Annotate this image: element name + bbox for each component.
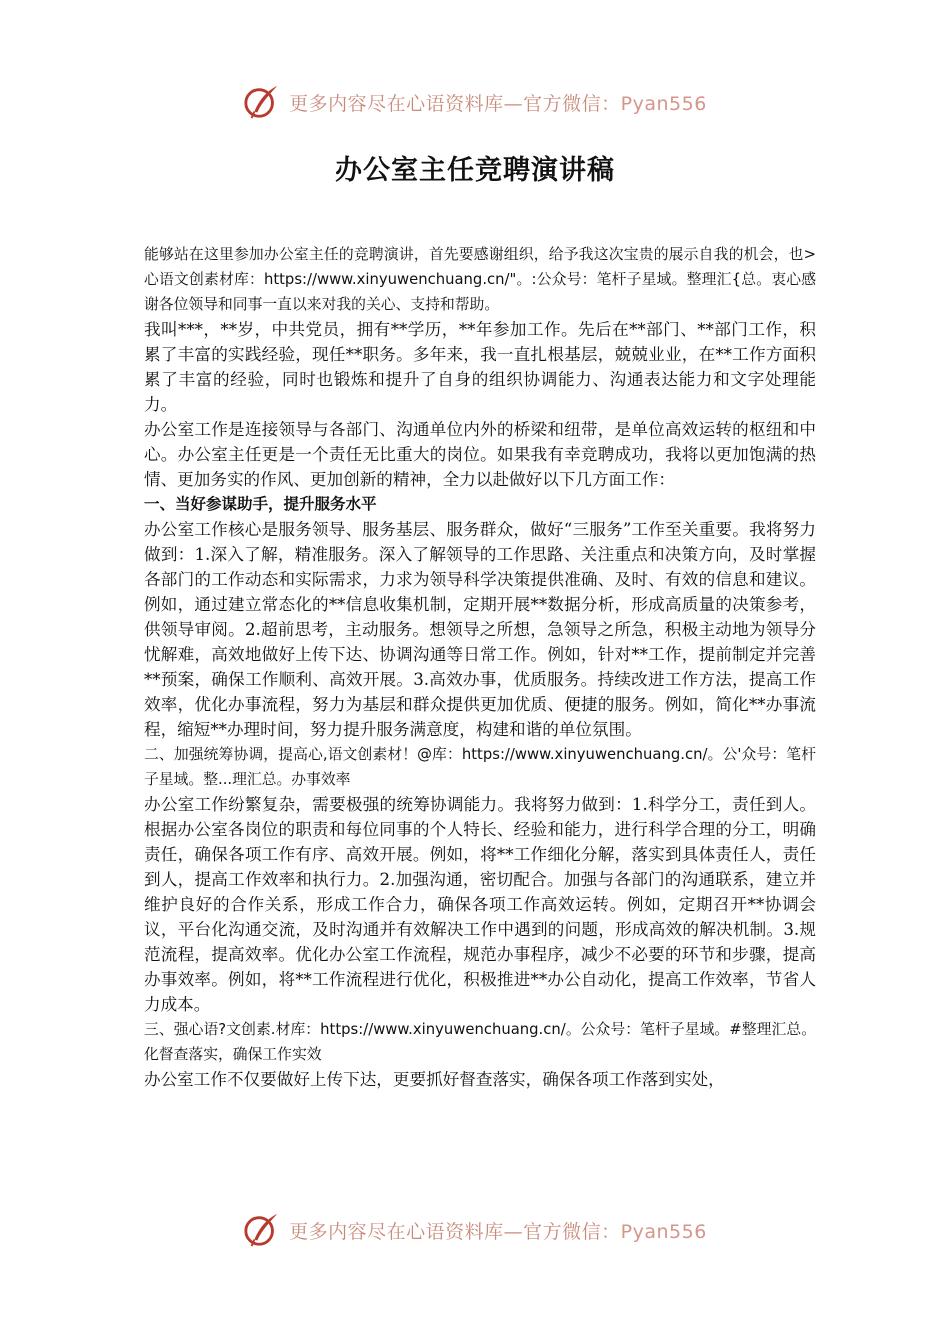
banner-text: 更多内容尽在心语资料库—官方微信：Pyan556: [289, 1220, 707, 1243]
header-banner: [0, 80, 950, 124]
paragraph-section-3: 办公室工作不仅要做好上传下达，更要抓好督查落实，确保各项工作落到实处，: [144, 1070, 725, 1089]
section-heading-1: 一、当好参谋助手，提升服务水平: [144, 495, 377, 513]
document-body: [144, 242, 816, 1092]
paragraph-intro-3: 办公室工作是连接领导与各部门、沟通单位内外的桥梁和纽带，是单位高效运转的枢纽和中心。办公室主任更是一个责任无比重大的岗位。如果我有幸竞聘成功，我将以更加饱满的热情、更加务实的作风、更加创新的精神，全力以赴做好以下几方面工作：: [144, 420, 816, 489]
banner-wechat-handle: Pyan556: [620, 92, 707, 115]
section-heading-2: 二、加强统筹协调，提高心,语文创素材！@库：https://www.xinyuwenchuang.cn/。公'众号：笔杆子星域。整...理汇总。办事效率: [144, 746, 816, 788]
paragraph-intro-2: 我叫***，**岁，中共党员，拥有**学历，**年参加工作。先后在**部门、**部门工作，积累了丰富的实践经验，现任**职务。多年来，我一直扎根基层，兢兢业业，在**工作方面积累了丰富的经验，同时也锻炼和提升了自身的组织协调能力、沟通表达能力和文字处理能力。: [144, 320, 816, 414]
quill-logo-icon: [243, 1211, 281, 1249]
paragraph-section-1: 办公室工作核心是服务领导、服务基层、服务群众，做好“三服务”工作至关重要。我将努力做到：1.深入了解，精准服务。深入了解领导的工作思路、关注重点和决策方向，及时掌握各部门的工作动态和实际需求，力求为领导科学决策提供准确、及时、有效的信息和建议。例如，通过建立常态化的**信息收集机制，定期开展**数据分析，形成高质量的决策参考，供领导审阅。2.超前思考，主动服务。想领导之所想，急领导之所急，积极主动地为领导分忧解难，高效地做好上传下达、协调沟通等日常工作。例如，针对**工作，提前制定并完善**预案，确保工作顺利、高效开展。3.高效办事，优质服务。持续改进工作方法，提高工作效率，优化办事流程，努力为基层和群众提供更加优质、便捷的服务。例如，简化**办事流程，缩短**办理时间，努力提升服务满意度，构建和谐的单位氛围。: [144, 520, 816, 739]
banner-text: 更多内容尽在心语资料库—官方微信：Pyan556: [289, 92, 707, 115]
banner-wechat-handle: Pyan556: [620, 1220, 707, 1243]
section-heading-3: 三、强心语?文创素.材库：https://www.xinyuwenchuang.cn/。公众号：笔杆子星域。#整理汇总。化督查落实，确保工作实效: [144, 1021, 816, 1063]
quill-logo-icon: [243, 83, 281, 121]
footer-banner: [0, 1208, 950, 1252]
paragraph-section-2: 办公室工作纷繁复杂，需要极强的统筹协调能力。我将努力做到：1.科学分工，责任到人。根据办公室各岗位的职责和每位同事的个人特长、经验和能力，进行科学合理的分工，明确责任，确保各项工作有序、高效开展。例如，将**工作细化分解，落实到具体责任人，责任到人，提高工作效率和执行力。2.加强沟通，密切配合。加强与各部门的沟通联系，建立并维护良好的合作关系，形成工作合力，确保各项工作高效运转。例如，定期召开**协调会议，平台化沟通交流，及时沟通并有效解决工作中遇到的问题，形成高效的解决机制。3.规范流程，提高效率。优化办公室工作流程，规范办事程序，减少不必要的环节和步骤，提高办事效率。例如，将**工作流程进行优化，积极推进**办公自动化，提高工作效率，节省人力成本。: [144, 795, 816, 1014]
document-title: 办公室主任竞聘演讲稿: [335, 155, 615, 186]
paragraph-intro-1: 能够站在这里参加办公室主任的竞聘演讲，首先要感谢组织，给予我这次宝贵的展示自我的机会，也>心语文创素材库：https://www.xinyuwenchuang.cn/"。:公众号：笔杆子星域。整理汇{总。衷心感谢各位领导和同事一直以来对我的关心、支持和帮助。: [144, 246, 816, 313]
